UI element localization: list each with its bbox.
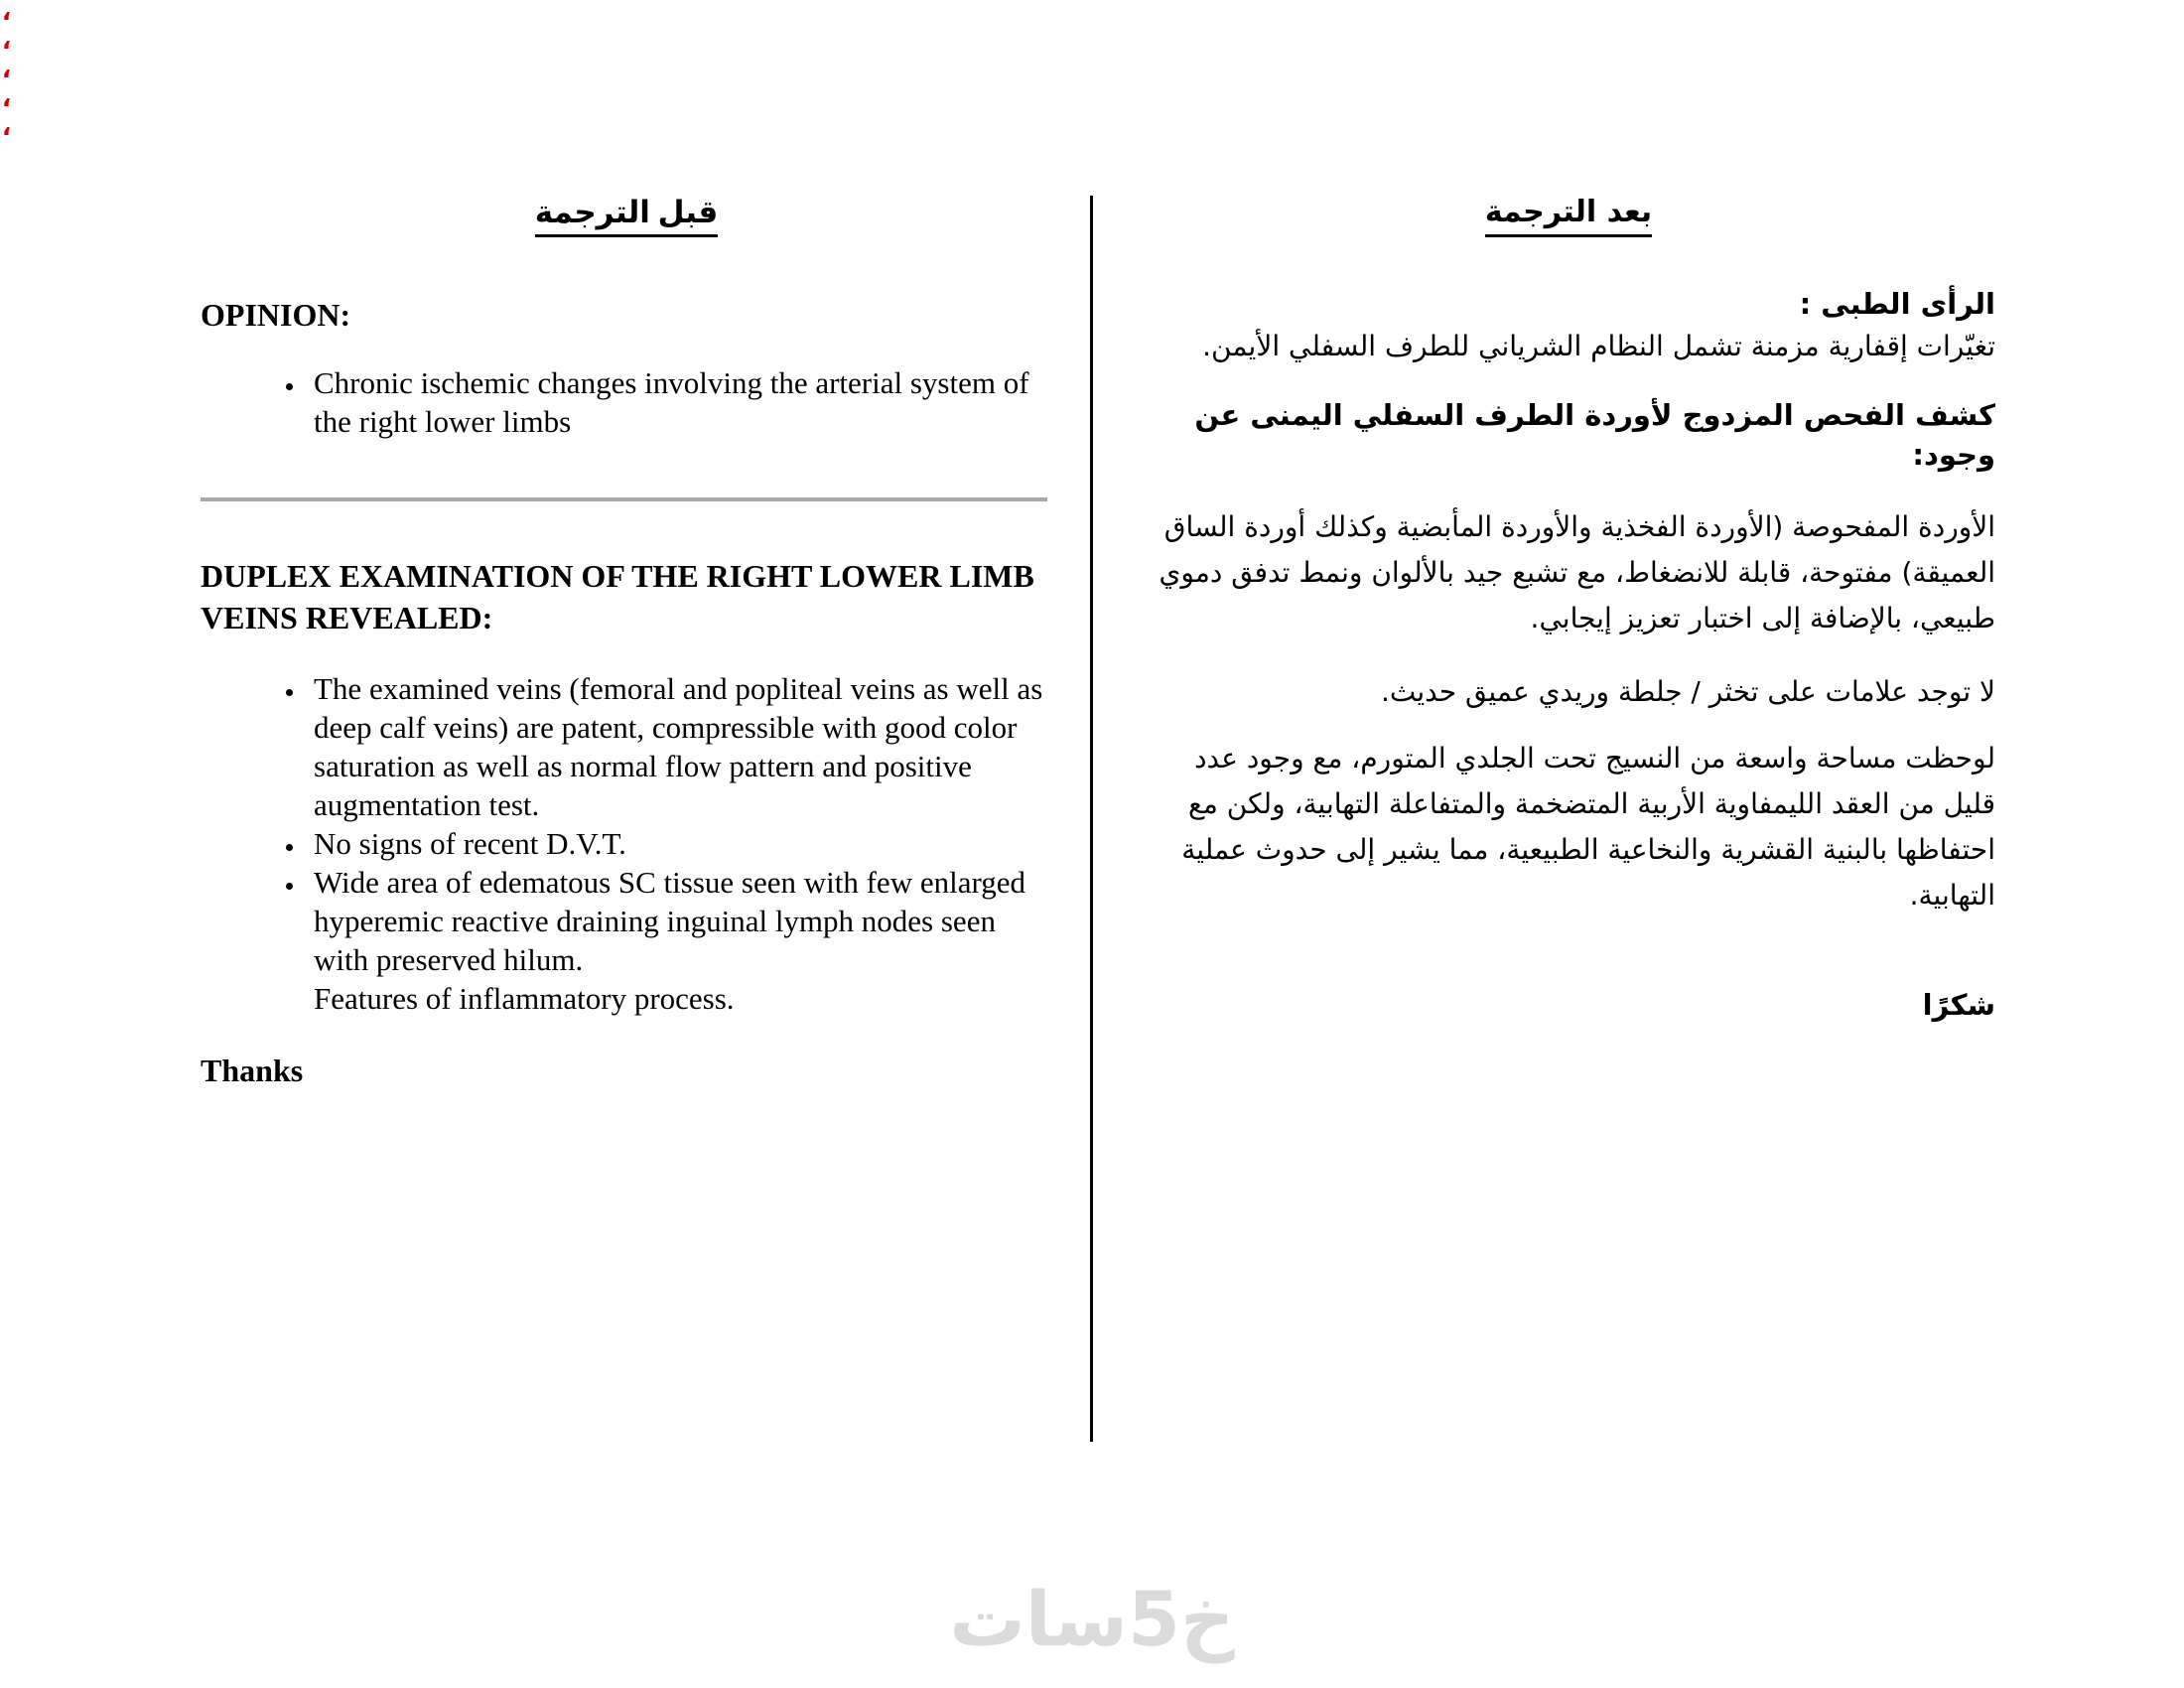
after-translation-title-text: بعد الترجمة (1485, 194, 1652, 237)
duplex-bullet-item (306, 863, 1052, 1018)
red-mark: ، (2, 27, 12, 55)
duplex-heading: DUPLEX EXAMINATION OF THE RIGHT LOWER LIMB VEINS REVEALED: (201, 558, 1034, 635)
opinion-heading: OPINION: (201, 297, 351, 333)
before-translation-title-text: قبل الترجمة (535, 194, 719, 237)
medical-opinion-text-ar: تغيّرات إقفارية مزمنة تشمل النظام الشرياني للطرف السفلي الأيمن. (1202, 330, 1995, 362)
thanks-text-ar: شكرًا (1922, 988, 1995, 1022)
dvt-paragraph-ar: لا توجد علامات على تخثر / جلطة وريدي عميق حديث. (1380, 675, 1995, 708)
red-mark: ، (2, 0, 12, 26)
duplex-bullet-continuation: Features of inflammatory process. (314, 981, 735, 1016)
thanks-text: Thanks (201, 1053, 304, 1088)
after-translation-column (1142, 194, 1995, 1025)
after-translation-title (1142, 194, 1995, 237)
opinion-bullet-item: • Chronic ischemic changes involving the arterial system of the right lower limbs (306, 363, 1052, 441)
duplex-bullet-item: • The examined veins (femoral and popliteal veins as well as deep calf veins) are patent, compressible with good color saturation as well as normal flow pattern and positive augmentation test. (306, 669, 1052, 824)
lymph-paragraph-ar: لوحظت مساحة واسعة من النسيج تحت الجلدي المتورم، مع وجود عدد قليل من العقد الليمفاوية الأربية المتضخمة والمتفاعلة التهابية، ولكن مع احتفاظها بالبنية القشرية والنخاعية الطبيعية، مما يشير إلى حدوث عملية التهابية. (1181, 742, 1995, 912)
khamsat-watermark: خ5سات (949, 1575, 1235, 1663)
red-mark: ، (2, 84, 12, 112)
duplex-bullet-list (201, 669, 1052, 1018)
duplex-heading-ar: كشف الفحص المزدوج لأوردة الطرف السفلي اليمنى عن وجود: (1194, 398, 1995, 472)
red-edge-marks (2, 0, 12, 141)
veins-paragraph-ar: الأوردة المفحوصة (الأوردة الفخذية والأوردة المأبضية وكذلك أوردة الساق العميقة) مفتوحة، قابلة للانضغاط، مع تشبع جيد بالألوان ونمط تدفق دموي طبيعي، بالإضافة إلى اختبار تعزيز إيجابي. (1159, 510, 1995, 634)
column-divider-line (1090, 196, 1093, 1442)
medical-opinion-heading-ar: الرأى الطبى : (1799, 287, 1995, 321)
red-mark: ، (2, 113, 12, 141)
section-divider-rule (201, 497, 1047, 501)
opinion-bullet-list (201, 363, 1052, 441)
before-translation-column (201, 194, 1052, 1090)
duplex-bullet-item: • No signs of recent D.V.T. (306, 824, 1052, 863)
red-mark: ، (2, 56, 12, 83)
before-translation-title (201, 194, 1052, 237)
duplex-bullet-text: Wide area of edematous SC tissue seen with few enlarged hyperemic reactive draining inguinal lymph nodes seen with preserved hilum. (314, 865, 1025, 977)
